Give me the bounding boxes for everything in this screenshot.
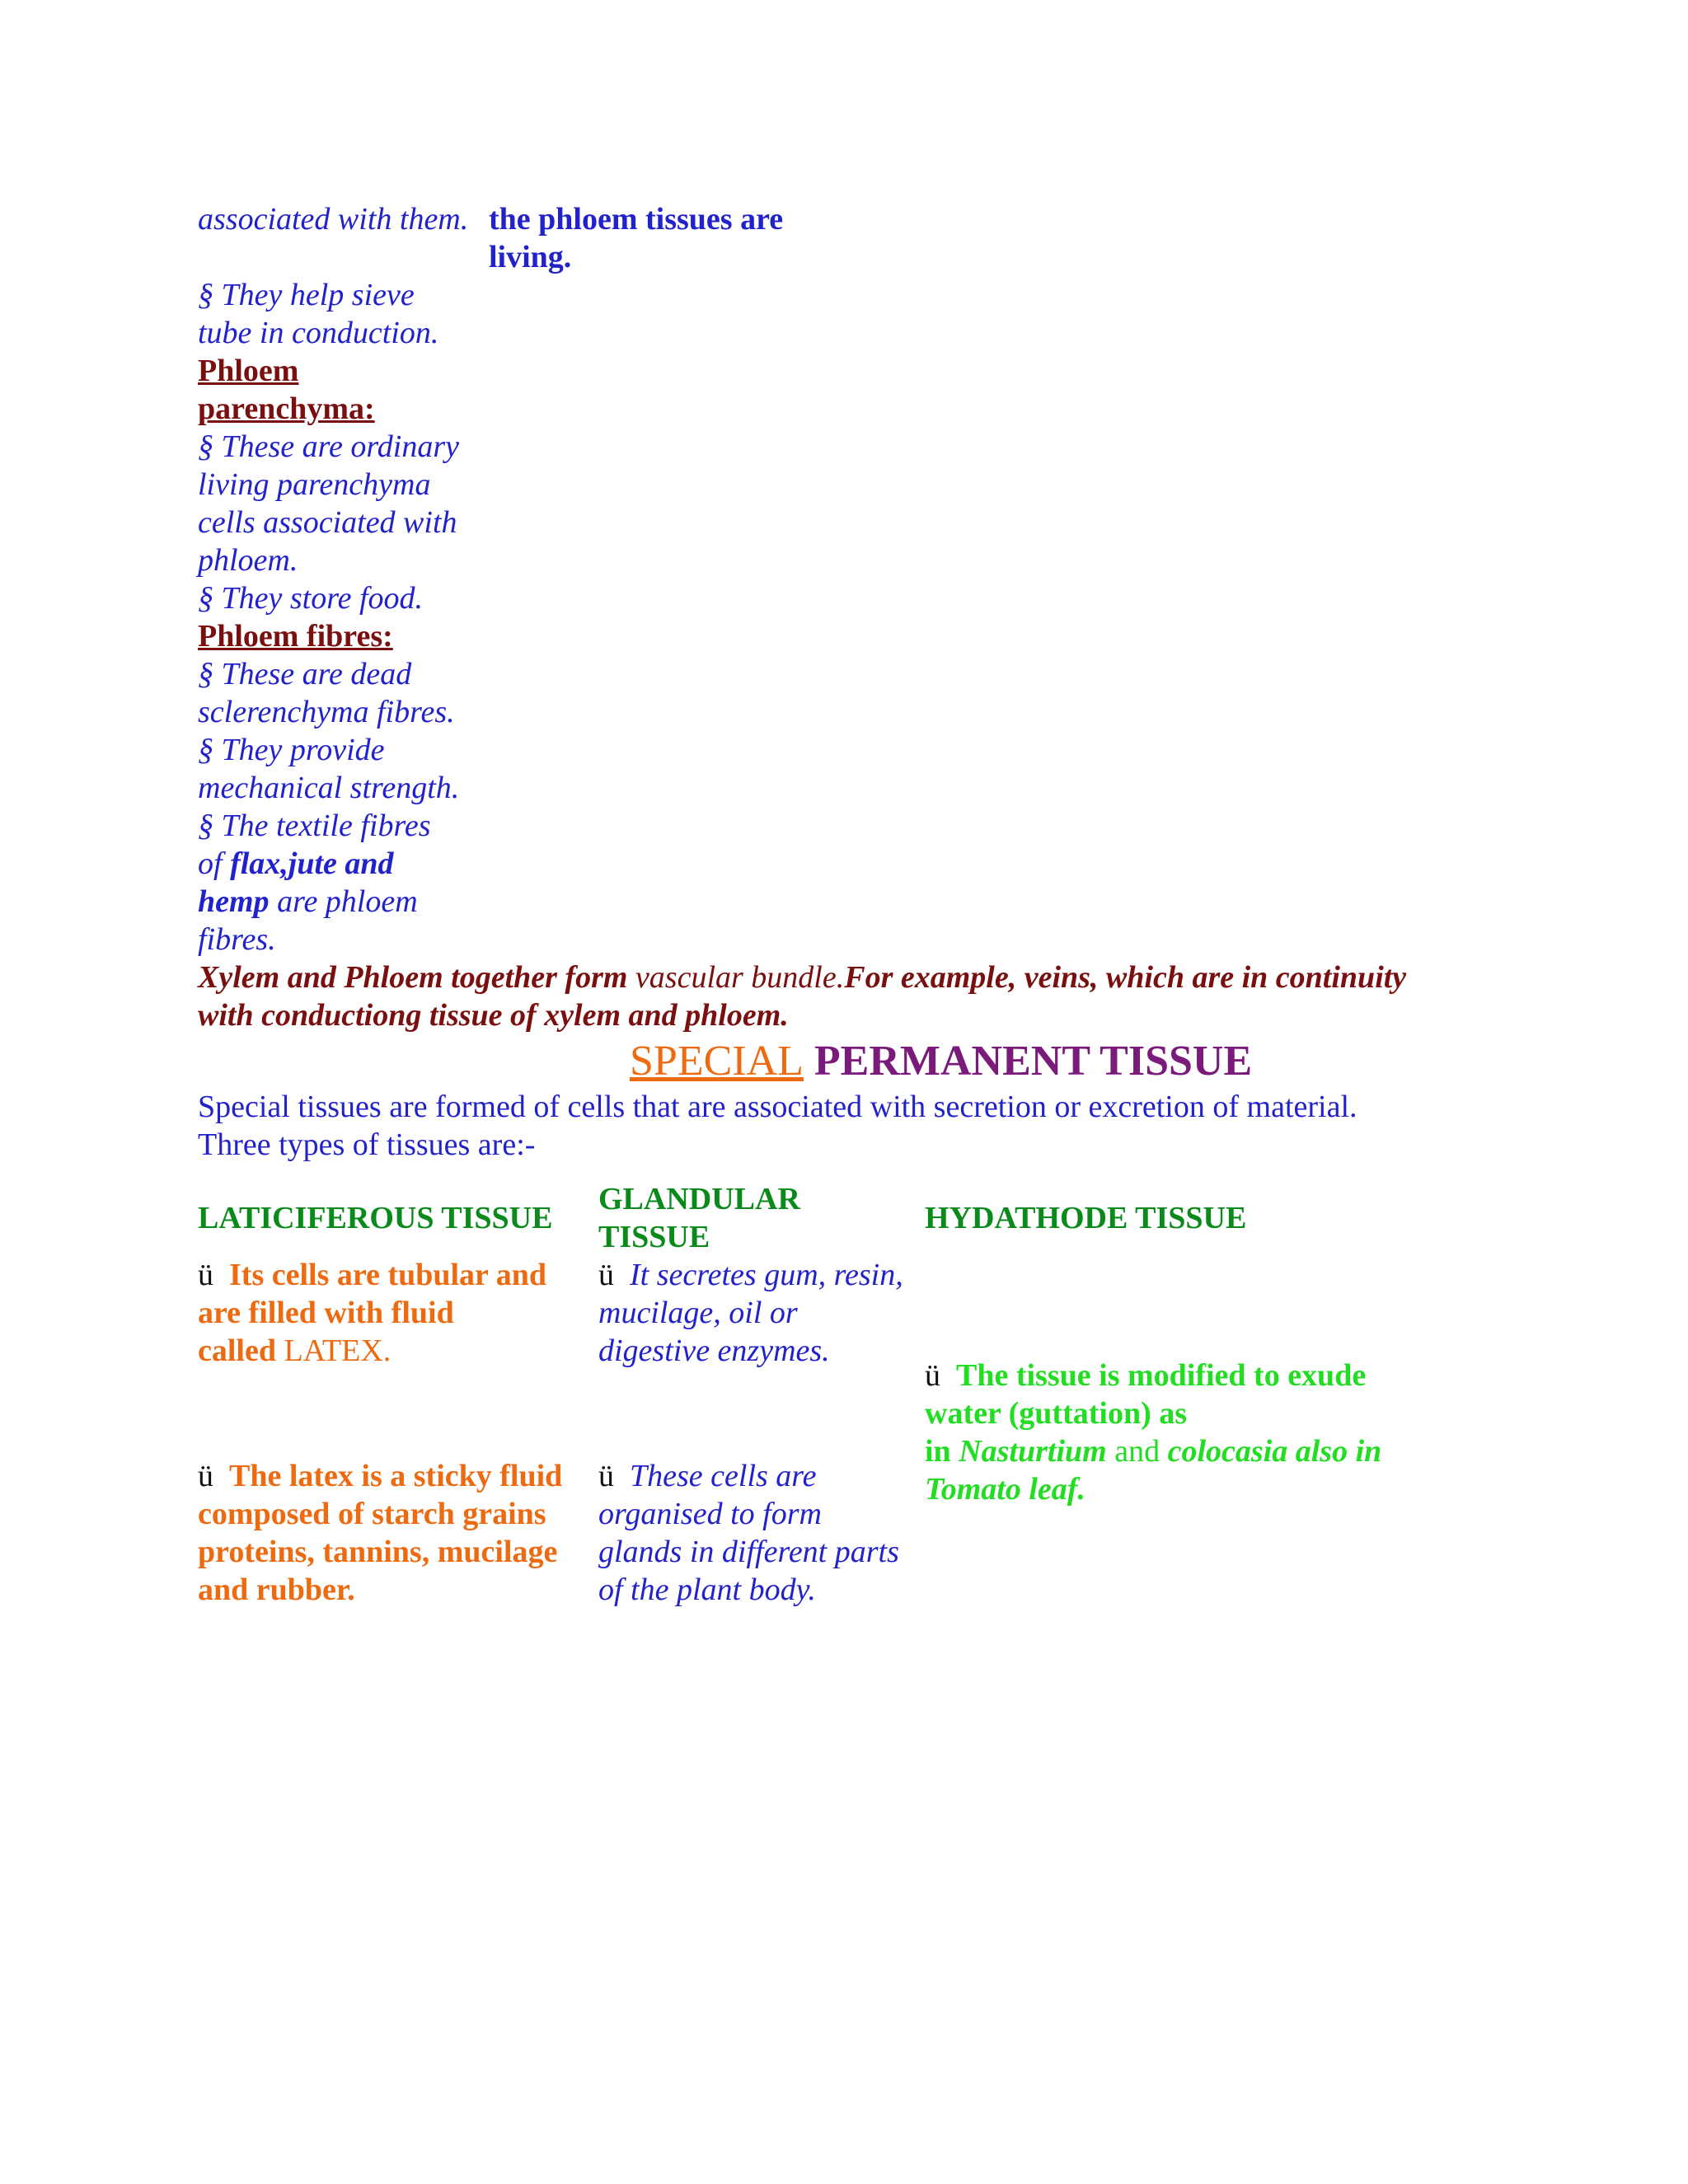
parenchyma-line: § They store food.: [198, 581, 424, 616]
gland-text: digestive enzymes.: [598, 1333, 830, 1368]
gland-item-2-line: [598, 1457, 817, 1495]
hyd-colocasia: colocasia also in: [1167, 1434, 1382, 1469]
gland-text: of the plant body.: [598, 1572, 816, 1607]
phloem-cont-line: associated with them.: [198, 202, 469, 237]
hyd-text: water (guttation) as: [925, 1396, 1188, 1431]
hyd-nasturtium-line: [925, 1432, 1381, 1470]
fibres-line: § The textile fibres: [198, 808, 431, 843]
vascular-b: vascular bundle.: [635, 960, 845, 995]
phloem-parenchyma-heading-1: Phloem: [198, 354, 299, 388]
gland-text: mucilage, oil or: [598, 1296, 798, 1330]
fibres-flax-line: [198, 845, 394, 883]
parenchyma-line: § These are ordinary: [198, 429, 459, 464]
phloem-fibres-heading: Phloem fibres:: [198, 619, 393, 654]
lat-text: composed of starch grains: [198, 1497, 546, 1531]
help-sieve-line1: § They help sieve: [198, 278, 415, 312]
lat-latex-line: [198, 1332, 391, 1370]
bullet-icon: ü: [598, 1459, 614, 1493]
hyd-item-1-line: [925, 1357, 1366, 1394]
fibres-end: fibres.: [198, 922, 276, 957]
bullet-icon: ü: [925, 1358, 940, 1393]
lat-text: proteins, tannins, mucilage: [198, 1535, 558, 1569]
lat-text: The latex is a sticky fluid: [229, 1459, 563, 1493]
vascular-a: Xylem and Phloem together form: [198, 960, 635, 995]
fibres-hemp-line: [198, 883, 418, 921]
hyd-and: and: [1106, 1434, 1168, 1469]
fibres-of: of: [198, 846, 231, 881]
lat-item-1-line: [198, 1256, 546, 1294]
bullet-icon: ü: [598, 1258, 614, 1292]
gland-item-1-line: [598, 1256, 903, 1294]
special-intro-1: Special tissues are formed of cells that are associated with secretion or excretion of material.: [198, 1090, 1357, 1124]
fibres-line: § These are dead: [198, 657, 412, 691]
fibres-hemp: hemp: [198, 884, 270, 919]
fibres-flax: flax,jute and: [230, 846, 394, 881]
special-intro-2: Three types of tissues are:-: [198, 1127, 536, 1162]
vascular-c: For example, veins, which are in continuity: [844, 960, 1407, 995]
hyd-in: in: [925, 1434, 959, 1469]
gland-text: These cells are: [630, 1459, 817, 1493]
parenchyma-line: phloem.: [198, 543, 298, 578]
phloem-parenchyma-heading-2: parenchyma:: [198, 391, 375, 426]
bullet-icon: ü: [198, 1258, 213, 1292]
parenchyma-line: living parenchyma: [198, 467, 431, 502]
header-hydathode: HYDATHODE TISSUE: [925, 1201, 1247, 1235]
hyd-tomato: Tomato leaf.: [925, 1472, 1085, 1507]
lat-text: and rubber.: [198, 1572, 355, 1607]
header-glandular-1: GLANDULAR: [598, 1182, 800, 1216]
fibres-line: mechanical strength.: [198, 771, 460, 805]
special-title: [630, 1037, 1252, 1086]
help-sieve-line2: tube in conduction.: [198, 316, 439, 350]
special-title-b: PERMANENT TISSUE: [803, 1038, 1253, 1085]
gland-text: organised to form: [598, 1497, 822, 1531]
lat-latex: LATEX.: [275, 1333, 392, 1368]
gland-text: glands in different parts: [598, 1535, 899, 1569]
lat-item-2-line: [198, 1457, 562, 1495]
hyd-text: The tissue is modified to exude: [956, 1358, 1367, 1393]
phloem-living-line1: the phloem tissues are: [489, 202, 784, 237]
fibres-are-phloem: are phloem: [269, 884, 418, 919]
vascular-line-2: with conductiong tissue of xylem and phloem.: [198, 998, 789, 1033]
fibres-line: § They provide: [198, 733, 385, 767]
lat-text: are filled with fluid: [198, 1296, 454, 1330]
bullet-icon: ü: [198, 1459, 213, 1493]
hyd-nasturtium: Nasturtium: [959, 1434, 1107, 1469]
lat-text: Its cells are tubular and: [229, 1258, 546, 1292]
lat-called: called: [198, 1333, 276, 1368]
parenchyma-line: cells associated with: [198, 505, 457, 540]
header-glandular-2: TISSUE: [598, 1220, 710, 1254]
fibres-line: sclerenchyma fibres.: [198, 695, 455, 729]
header-laticiferous: LATICIFEROUS TISSUE: [198, 1201, 553, 1235]
phloem-living-line2: living.: [489, 240, 572, 274]
vascular-line-1: [198, 958, 1406, 996]
special-title-a: SPECIAL: [630, 1038, 804, 1085]
gland-text: It secretes gum, resin,: [630, 1258, 903, 1292]
